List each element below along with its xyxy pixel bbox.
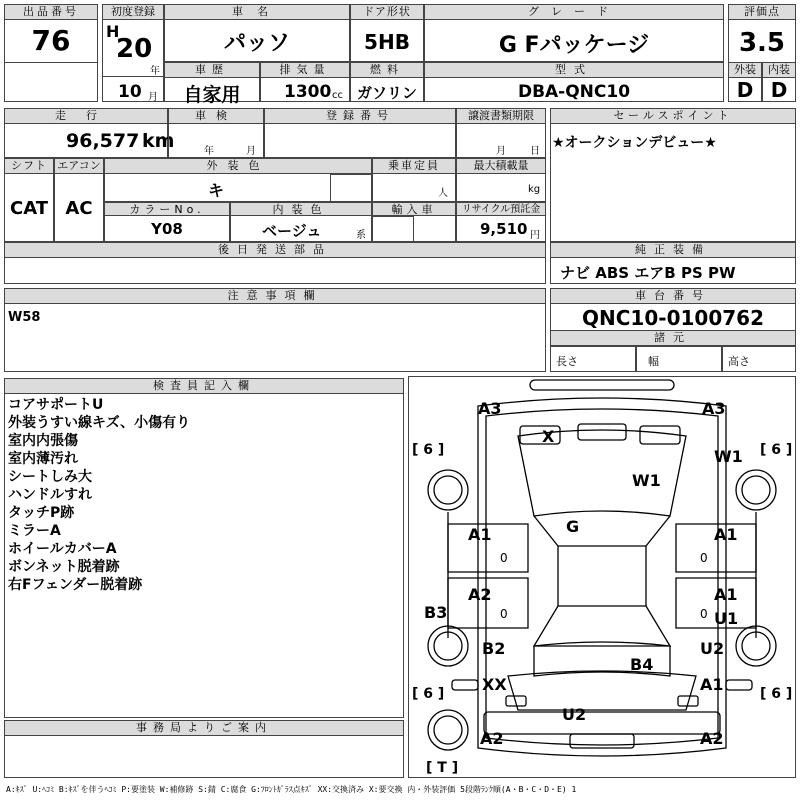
inspector-note-5: ハンドルすれ [8, 487, 92, 503]
displacement: 1300 [284, 82, 332, 102]
lot-number-label: 出品番号 [4, 4, 98, 20]
length-label: 長さ [556, 355, 578, 368]
damage-mark-0: A3 [478, 399, 502, 418]
capacity-label: 乗車定員 [372, 158, 456, 174]
inspector-note-0: コアサポートU [8, 397, 104, 413]
score: 3.5 [738, 28, 786, 58]
damage-mark-11: B3 [424, 603, 448, 622]
tire-label-4: [ T ] [426, 760, 459, 776]
recycle-fee-unit: 円 [530, 230, 540, 241]
zero-mark-1: 0 [700, 551, 708, 565]
inspection-year-unit: 年 [204, 146, 214, 157]
equipment: ナビ ABS エアB PS PW [560, 264, 736, 282]
interior-color: ベージュ [262, 222, 322, 240]
width-label: 幅 [648, 355, 659, 368]
mileage-unit: km [142, 130, 175, 152]
chassis-number: QNC10-0100762 [582, 306, 764, 330]
interior-color-label: 内装色 [230, 202, 372, 216]
registration-number-label: 登録番号 [264, 108, 456, 124]
transfer-day-unit: 日 [530, 146, 540, 157]
fuel-label: 燃料 [350, 62, 424, 78]
damage-mark-5: G [566, 517, 580, 536]
damage-mark-10: U1 [714, 609, 739, 628]
model: DBA-QNC10 [517, 82, 631, 102]
shift-label: シフト [4, 158, 54, 174]
max-load-label: 最大積載量 [456, 158, 546, 174]
exterior-grade: D [736, 78, 754, 102]
damage-mark-8: A2 [468, 585, 492, 604]
color-number: Y08 [151, 220, 183, 238]
selling-points-label: セールスポイント [550, 108, 796, 124]
tire-label-0: [ 6 ] [412, 442, 445, 458]
era: H [106, 22, 120, 41]
damage-mark-16: A1 [700, 675, 724, 694]
first-registration-label: 初度登録 [102, 4, 164, 20]
car-name: パッソ [223, 31, 290, 56]
interior-label: 内装 [762, 62, 796, 78]
displacement-unit: cc [332, 90, 343, 101]
inspector-note-9: ボンネット脱着跡 [8, 559, 120, 575]
transfer-month-unit: 月 [496, 146, 506, 157]
interior-color-unit: 系 [356, 230, 366, 241]
inspector-note-10: 右Fフェンダー脱着跡 [8, 577, 143, 593]
height-label: 高さ [728, 355, 750, 368]
grade-label: グレード [424, 4, 724, 20]
aircon: AC [65, 198, 93, 219]
damage-legend: A:ｷｽﾞ U:ﾍｺﾐ B:ｷｽﾞを伴うﾍｺﾐ P:要塗装 W:補修跡 S:錆 C:腐食 G:ﾌﾛﾝﾄｶﾞﾗｽ点ｷｽﾞ XX:交換済み X:要交換 内・外装評価 5段階ﾗﾝｸ順(A・B・C・D・E) 1 [6, 785, 577, 794]
damage-mark-1: A3 [702, 399, 726, 418]
first-reg-month: 10 [118, 82, 142, 102]
tire-label-3: [ 6 ] [760, 686, 793, 702]
inspector-note-2: 室内内張傷 [8, 433, 78, 449]
transfer-deadline-label: 譲渡書類期限 [456, 108, 546, 124]
specs-label: 諸元 [550, 330, 796, 346]
chassis-number-label: 車台番号 [550, 288, 796, 304]
exterior-label: 外装 [728, 62, 762, 78]
capacity-unit: 人 [438, 188, 448, 199]
inspector-note-6: タッチP跡 [8, 505, 75, 521]
inspector-note-8: ホイールカバーA [8, 541, 117, 557]
shift: CAT [9, 198, 49, 219]
selling-points: ★オークションデビュー★ [552, 135, 717, 151]
damage-mark-14: B4 [630, 655, 654, 674]
later-parts-label: 後日発送部品 [4, 242, 546, 258]
door-type: 5HB [364, 30, 410, 54]
month-unit: 月 [148, 92, 158, 103]
recycle-fee-label: リサイクル預託金 [456, 202, 546, 216]
inspection-label: 車検 [168, 108, 264, 124]
inspector-note-4: シートしみ大 [8, 469, 92, 485]
damage-mark-4: W1 [714, 447, 743, 466]
inspector-notes [8, 396, 400, 594]
caution-label: 注意事項欄 [4, 288, 546, 304]
inspection-month-unit: 月 [246, 146, 256, 157]
aircon-label: エアコン [54, 158, 104, 174]
import-label: 輸入車 [372, 202, 456, 216]
load-unit: kg [528, 184, 541, 195]
inspector-notes-label: 検査員記入欄 [4, 378, 404, 394]
exterior-color-label: 外装色 [104, 158, 372, 174]
door-label: ドア形状 [350, 4, 424, 20]
office-notes-label: 事務局よりご案内 [4, 720, 404, 736]
car-damage-diagram [408, 376, 796, 778]
tire-label-1: [ 6 ] [760, 442, 793, 458]
damage-mark-17: U2 [562, 705, 587, 724]
history-label: 車歴 [164, 62, 260, 78]
color-number-label: カラーNo. [104, 202, 230, 216]
damage-mark-18: A2 [480, 729, 504, 748]
exterior-color: キ [208, 181, 225, 200]
tire-label-2: [ 6 ] [412, 686, 445, 702]
damage-mark-15: XX [482, 675, 507, 694]
mileage: 96,577 [66, 130, 140, 152]
damage-mark-2: X [542, 427, 555, 446]
score-label: 評価点 [728, 4, 796, 20]
damage-mark-13: U2 [700, 639, 725, 658]
mileage-label: 走行 [4, 108, 168, 124]
caution: W58 [8, 310, 41, 325]
year-unit: 年 [150, 66, 160, 77]
damage-mark-9: A1 [714, 585, 738, 604]
interior-grade: D [770, 78, 788, 102]
inspector-note-7: ミラーA [8, 523, 61, 539]
damage-mark-19: A2 [700, 729, 724, 748]
damage-mark-6: A1 [468, 525, 492, 544]
damage-mark-7: A1 [714, 525, 738, 544]
history: 自家用 [183, 84, 241, 106]
recycle-fee: 9,510 [480, 220, 528, 238]
car-name-label: 車名 [164, 4, 350, 20]
zero-mark-3: 0 [700, 607, 708, 621]
grade: G Fパッケージ [498, 33, 650, 58]
zero-mark-0: 0 [500, 551, 508, 565]
lot-number: 76 [31, 24, 71, 57]
inspector-note-3: 室内薄汚れ [8, 451, 78, 467]
inspector-note-1: 外装うすい線キズ、小傷有り [8, 415, 191, 431]
first-reg-year: 20 [116, 34, 153, 64]
damage-mark-3: W1 [632, 471, 661, 490]
damage-mark-12: B2 [482, 639, 506, 658]
displacement-label: 排気量 [260, 62, 350, 78]
fuel: ガソリン [356, 84, 417, 102]
equipment-label: 純正装備 [550, 242, 796, 258]
zero-mark-2: 0 [500, 607, 508, 621]
model-label: 型式 [424, 62, 724, 78]
